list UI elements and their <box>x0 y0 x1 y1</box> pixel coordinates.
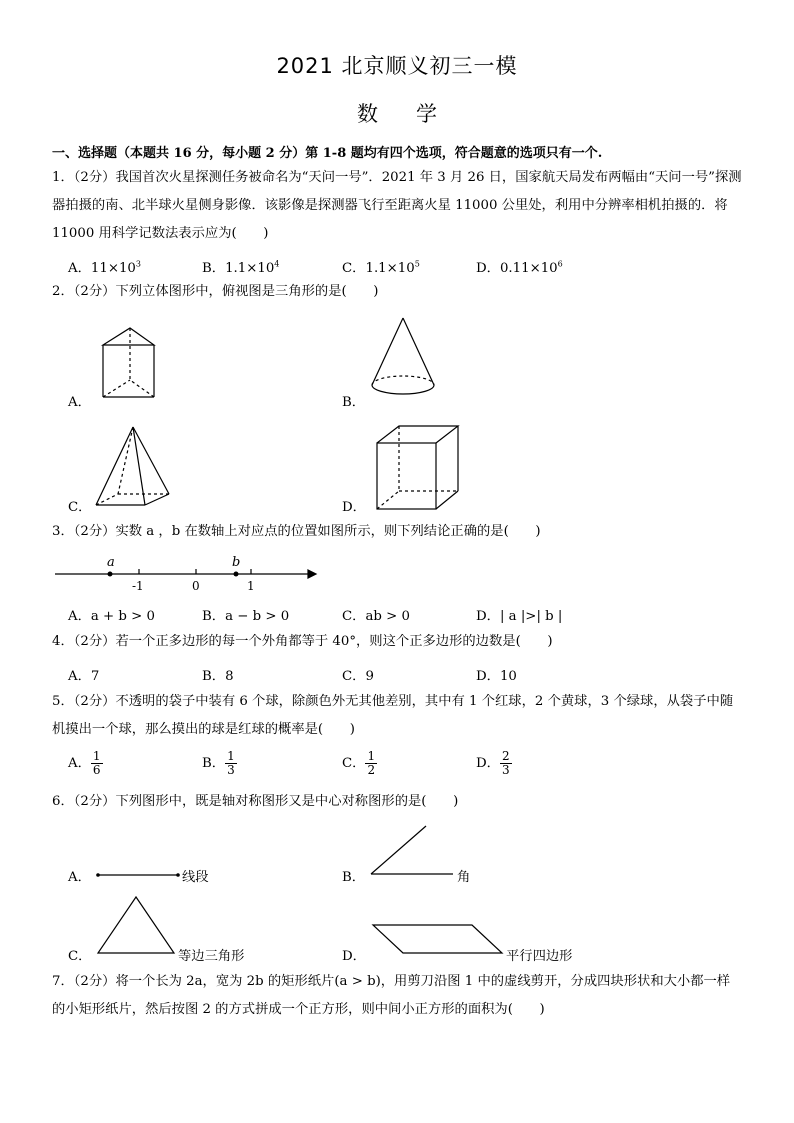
q2-option-d[interactable]: D． <box>342 500 366 515</box>
q1-option-a-exp: 3 <box>135 259 141 269</box>
q2-option-a[interactable]: A． <box>68 395 91 410</box>
fraction-denominator: 3 <box>227 763 235 777</box>
q1-option-b-label: B． <box>202 261 226 276</box>
q2-option-c[interactable]: C． <box>68 500 92 515</box>
q1-option-c-label: C． <box>342 261 366 276</box>
q1-option-c-exp: 5 <box>414 259 420 269</box>
number-line-tick-neg1: -1 <box>132 579 144 593</box>
q6-option-b[interactable]: B． <box>342 870 366 885</box>
q6-option-a[interactable]: A． <box>68 870 91 885</box>
subject-title: 数学 <box>357 102 475 126</box>
q6-option-a-caption: 线段 <box>182 870 209 885</box>
q3-text: 3．（2分）实数 a ，b 在数轴上对应点的位置如图所示，则下列结论正确的是( ) <box>52 524 541 539</box>
q3-option-d[interactable]: D．| a |>| b | <box>476 609 563 624</box>
q6-text: 6．（2分）下列图形中，既是轴对称图形又是中心对称图形的是( ) <box>52 794 459 809</box>
q1-option-b-base: 1.1×10 <box>225 261 275 276</box>
q6-option-c[interactable]: C． <box>68 949 92 964</box>
q3-option-a[interactable]: A．a + b > 0 <box>68 609 155 624</box>
fraction-numerator: 1 <box>227 749 235 763</box>
fraction-numerator: 1 <box>92 749 101 763</box>
q5-option-a-label: A． <box>68 756 91 771</box>
q6-option-d[interactable]: D． <box>342 949 366 964</box>
q1-option-b-exp: 4 <box>274 259 280 269</box>
q7-line1: 7．（2分）将一个长为 2a，宽为 2b 的矩形纸片(a > b)，用剪刀沿图 1 中的虚线剪开，分成四块形状和大小都一样 <box>52 974 731 989</box>
page-title: 2021 北京顺义初三一模 <box>276 54 518 78</box>
q1-option-d-base: 0.11×10 <box>499 261 558 276</box>
q1-option-c-base: 1.1×10 <box>365 261 415 276</box>
number-line-label-b: b <box>232 555 241 570</box>
q1-option-a-base: 11×10 <box>90 261 136 276</box>
q2-text: 2．（2分）下列立体图形中，俯视图是三角形的是( ) <box>52 284 379 299</box>
q5-option-c-label: C． <box>342 756 366 771</box>
number-line-tick-1: 1 <box>247 579 255 593</box>
q6-option-b-caption: 角 <box>457 870 471 885</box>
fraction-numerator: 1 <box>367 749 376 763</box>
q7-line2: 的小矩形纸片，然后按图 2 的方式拼成一个正方形，则中间小正方形的面积为( ) <box>52 1002 545 1017</box>
q5-option-b-label: B． <box>202 756 226 771</box>
q6-option-d-caption: 平行四边形 <box>506 949 573 964</box>
q3-option-b[interactable]: B．a − b > 0 <box>202 609 290 624</box>
q4-option-d[interactable]: D．10 <box>476 669 517 684</box>
fraction-numerator: 2 <box>501 749 510 763</box>
q4-option-c[interactable]: C．9 <box>342 669 374 684</box>
q1-option-a-label: A． <box>68 261 91 276</box>
q5-option-d-label: D． <box>476 756 500 771</box>
q4-text: 4．（2分）若一个正多边形的每一个外角都等于 40°，则这个正多边形的边数是( ) <box>52 634 553 649</box>
fraction-denominator: 3 <box>501 763 510 777</box>
q5-line2: 机摸出一个球，那么摸出的球是红球的概率是( ) <box>52 722 355 737</box>
q5-line1: 5．（2分）不透明的袋子中装有 6 个球，除颜色外无其他差别，其中有 1 个红球，2 个黄球，3 个绿球，从袋子中随 <box>52 694 734 709</box>
q3-option-c[interactable]: C．ab > 0 <box>342 609 410 624</box>
q6-option-c-caption: 等边三角形 <box>178 949 245 964</box>
q1-line2: 器拍摄的南、北半球火星侧身影像．该影像是探测器飞行至距离火星 11000 公里处，利用中分辨率相机拍摄的．将 <box>52 198 728 213</box>
section-heading: 一、选择题（本题共 16 分，每小题 2 分）第 1-8 题均有四个选项，符合题意的选项只有一个. <box>52 146 603 161</box>
fraction-denominator: 6 <box>92 763 101 777</box>
q1-line1: 1．（2分）我国首次火星探测任务被命名为“天问一号”．2021 年 3 月 26 日，国家航天局发布两幅由“天问一号”探测 <box>52 170 742 185</box>
q4-option-a[interactable]: A．7 <box>68 669 100 684</box>
q1-option-d-label: D． <box>476 261 500 276</box>
q4-option-b[interactable]: B．8 <box>202 669 234 684</box>
number-line-label-a: a <box>107 555 115 570</box>
q1-line3: 11000 用科学记数法表示应为( ) <box>52 226 269 241</box>
number-line-tick-0: 0 <box>192 579 200 593</box>
fraction-denominator: 2 <box>367 763 376 777</box>
q1-option-d-exp: 6 <box>557 259 563 269</box>
q2-option-b[interactable]: B． <box>342 395 366 410</box>
